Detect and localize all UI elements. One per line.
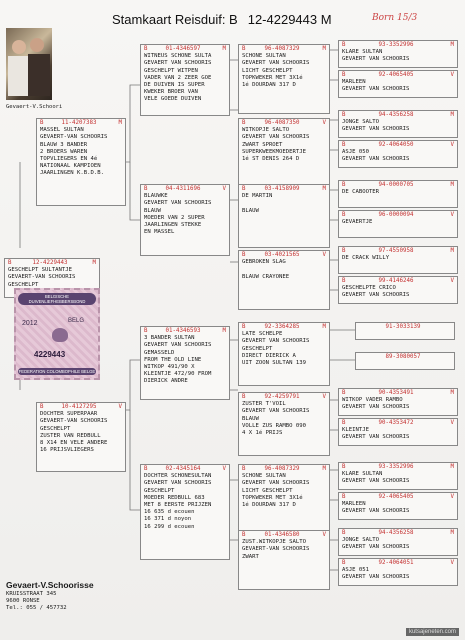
- handwritten-note: Born 15/3: [372, 13, 418, 23]
- pedigree-box-b18: [238, 322, 330, 386]
- box-ring: 12-4229443: [32, 260, 68, 266]
- box-header: [242, 46, 326, 53]
- pedigree-box-b15: [338, 276, 458, 304]
- box-ring: 96-4087329: [264, 46, 300, 52]
- box-line: GEVAERT VAN SCHOORIS: [144, 480, 212, 487]
- box-sex: V: [450, 72, 454, 78]
- box-ring: 94-4356258: [378, 530, 414, 536]
- box-country: B: [242, 324, 246, 330]
- box-header: [8, 260, 96, 267]
- pedigree-box-b28: [338, 492, 458, 520]
- box-line: GEVAERT VAN SCHOORIS: [342, 574, 410, 581]
- pedigree-box-b22: [338, 388, 458, 416]
- box-line: GESCHELPT: [144, 487, 175, 494]
- box-line: 16 PRIJSVLIEGERS: [40, 447, 94, 454]
- box-sex: V: [322, 252, 326, 258]
- box-header: [144, 186, 226, 193]
- box-ring: 96-4087350: [264, 120, 300, 126]
- pedigree-box-b6: [338, 110, 458, 138]
- box-line: GESCHELPT: [40, 425, 71, 432]
- pedigree-box-b5: [238, 118, 330, 188]
- box-line: 2 BROERS WAREN: [40, 148, 88, 155]
- box-ring: 92-4065405: [378, 72, 414, 78]
- box-sex: V: [450, 560, 454, 566]
- box-line: GEVAERT-VAN SCHOORIS: [40, 418, 108, 425]
- box-line: JONGE SALTO: [342, 537, 380, 544]
- box-line: GEVAERT VAN SCHOORIS: [342, 434, 410, 441]
- box-line: [242, 200, 326, 207]
- box-country: B: [242, 394, 246, 400]
- box-line: ZWART: [242, 553, 259, 560]
- box-country: B: [242, 46, 246, 52]
- box-line: KLARE SULTAN: [342, 471, 383, 478]
- box-ring: 90-4353472: [378, 420, 414, 426]
- box-header: [342, 464, 454, 471]
- pedigree-box-b30: [338, 528, 458, 556]
- box-line: DE CABOOTER: [342, 189, 380, 196]
- box-header: [342, 530, 454, 537]
- pedigree-box-b2: [238, 44, 330, 114]
- box-line: WITKOP 491/90 X: [144, 364, 195, 371]
- box-line: LICHT GESCHELPT: [242, 67, 293, 74]
- box-line: KLEINTJE: [342, 427, 369, 434]
- box-line: GEVAERT VAN SCHOORIS: [342, 544, 410, 551]
- box-line: SCHONE SULTAN: [242, 473, 286, 480]
- box-sex: V: [222, 466, 226, 472]
- box-line: 8 X14 EN VELE ANDERE: [40, 440, 108, 447]
- box-country: B: [242, 252, 246, 258]
- box-country: B: [40, 120, 44, 126]
- box-line: KWEKER BROER VAN: [144, 89, 198, 96]
- box-ring: 96-0000094: [378, 212, 414, 218]
- box-line: GESCHELPT: [8, 281, 39, 288]
- box-line: KLEINTJE 472/90 FROM: [144, 371, 212, 378]
- box-sex: V: [450, 420, 454, 426]
- box-header: [359, 324, 451, 331]
- box-country: B: [342, 560, 346, 566]
- box-line: UIT ZOON SULTAN 139: [242, 360, 306, 367]
- box-sex: M: [118, 120, 122, 126]
- box-line: GEVAERT-VAN SCHOORIS: [8, 274, 76, 281]
- box-line: GEVAERTJE: [342, 219, 373, 226]
- pedigree-box-b13: [238, 250, 330, 310]
- box-country: B: [342, 420, 346, 426]
- box-country: B: [144, 46, 148, 52]
- box-line: GEVAERT-VAN SCHOORIS: [242, 546, 310, 553]
- box-header: [242, 532, 326, 539]
- owner-name: Gevaert-V.Schoorisse: [6, 580, 94, 590]
- box-sex: M: [222, 46, 226, 52]
- box-country: B: [342, 464, 346, 470]
- box-line: VADER VAN 2 ZEER GOE: [144, 74, 212, 81]
- box-line: GEVAERT-VAN SCHOORIS: [40, 134, 108, 141]
- box-sex: V: [322, 120, 326, 126]
- box-line: GEVAERT VAN SCHOORIS: [242, 408, 310, 415]
- box-header: [342, 420, 454, 427]
- box-ring: 93-3352996: [378, 42, 414, 48]
- box-header: [144, 328, 226, 335]
- box-ring: 93-3352996: [378, 464, 414, 470]
- box-ring: 10-4127295: [61, 404, 97, 410]
- box-header: [40, 120, 122, 127]
- box-line: WITNEUS SCHONE SULTA: [144, 53, 212, 60]
- box-country: B: [144, 186, 148, 192]
- box-line: GEVAERT VAN SCHOORIS: [342, 508, 410, 515]
- box-sex: V: [450, 494, 454, 500]
- box-line: SUPERKWEEKMOEDERTJE: [242, 148, 306, 155]
- box-line: LATE SCHELPE: [242, 331, 283, 338]
- pedigree-box-b19: [355, 322, 455, 340]
- footer-watermark: kutsajeneten.com: [406, 628, 459, 636]
- box-ring: 01-4346593: [165, 328, 201, 334]
- box-line: GEVAERT VAN SCHOORIS: [242, 480, 310, 487]
- box-line: ASJE 051: [342, 567, 369, 574]
- pedigree-box-b10: [238, 184, 330, 248]
- box-country: B: [242, 120, 246, 126]
- box-line: 1é DOURDAN 317 D: [242, 502, 296, 509]
- sticker-bottom-text: FEDERATION COLOMBOPHILE BELGE: [18, 369, 96, 374]
- box-header: [242, 120, 326, 127]
- box-line: DE MARTIN: [242, 193, 273, 200]
- box-ring: 02-4345164: [165, 466, 201, 472]
- box-sex: M: [450, 112, 454, 118]
- box-ring: 92-4065405: [378, 494, 414, 500]
- box-line: GEVAERT VAN SCHOORIS: [242, 338, 310, 345]
- box-header: [242, 252, 326, 259]
- box-sex: M: [322, 466, 326, 472]
- box-line: GEVAERT VAN SCHOORIS: [242, 134, 310, 141]
- pedigree-box-b4: [338, 70, 458, 98]
- box-sex: V: [322, 532, 326, 538]
- pedigree-box-b8: [36, 118, 126, 206]
- box-ring: 92-4259791: [264, 394, 300, 400]
- box-ring: 90-4353491: [378, 390, 414, 396]
- box-sex: M: [322, 324, 326, 330]
- box-line: GEVAERT VAN SCHOORIS: [342, 404, 410, 411]
- box-header: [342, 494, 454, 501]
- sticker-country: BELG: [68, 318, 85, 324]
- box-line: GEVAERT VAN SCHOORIS: [342, 478, 410, 485]
- pedigree-box-b27: [338, 462, 458, 490]
- owner-block: [6, 580, 94, 612]
- box-country: B: [144, 328, 148, 334]
- box-country: B: [242, 466, 246, 472]
- box-sex: V: [450, 142, 454, 148]
- box-header: [342, 560, 454, 567]
- box-ring: 89-3080057: [385, 354, 421, 360]
- box-line: GEBROKEN SLAG: [242, 259, 286, 266]
- box-line: 1é ST DENIS 264 D: [242, 156, 300, 163]
- box-line: ASJE 050: [342, 149, 369, 156]
- pedigree-box-b31: [338, 558, 458, 586]
- box-line: MARLEEN: [342, 501, 366, 508]
- box-ring: 92-3364285: [264, 324, 300, 330]
- box-line: GEVAERT VAN SCHOORIS: [342, 86, 410, 93]
- box-line: DIERICK ANDRE: [144, 378, 188, 385]
- box-line: 4 X 1é PRIJS: [242, 430, 283, 437]
- box-line: MOEDER REDBULL 683: [144, 494, 205, 501]
- sticker-year: 2012: [22, 320, 38, 327]
- box-country: B: [342, 212, 346, 218]
- box-line: TOPVLIEGERS EN 4é: [40, 156, 98, 163]
- box-line: GEVAERT VAN SCHOORIS: [144, 342, 212, 349]
- box-country: B: [342, 112, 346, 118]
- box-line: 16 635 d ecouen: [144, 509, 195, 516]
- box-header: [342, 42, 454, 49]
- box-line: ZWART SPROET: [242, 141, 283, 148]
- box-line: BLAUWKE: [144, 193, 168, 200]
- box-ring: 94-0000705: [378, 182, 414, 188]
- box-header: [144, 466, 226, 473]
- box-line: GEVAERT VAN SCHOORIS: [342, 292, 410, 299]
- box-header: [342, 142, 454, 149]
- box-country: B: [342, 248, 346, 254]
- box-line: GESCHELPT SULTANTJE: [8, 267, 72, 274]
- box-country: B: [342, 530, 346, 536]
- box-line: GESCHELPT WITPEN: [144, 67, 198, 74]
- box-sex: M: [322, 46, 326, 52]
- pedigree-box-b9: [140, 184, 230, 256]
- box-line: VELE GOEDE DUIVEN: [144, 96, 202, 103]
- box-ring: 94-4356258: [378, 112, 414, 118]
- box-line: BLAUW: [242, 207, 259, 214]
- box-line: NATIONAAL KAMPIOEN: [40, 163, 101, 170]
- box-header: [242, 466, 326, 473]
- box-line: ZUST.WITKOPJE SALTO: [242, 539, 306, 546]
- box-ring: 01-4346580: [264, 532, 300, 538]
- box-header: [342, 112, 454, 119]
- box-ring: 96-4087329: [264, 466, 300, 472]
- title-ring: 12-4229443 M: [247, 12, 332, 27]
- box-line: GEVAERT VAN SCHOORIS: [342, 56, 410, 63]
- box-line: 3 BANDER SULTAN: [144, 335, 195, 342]
- box-line: DOCHTER SUPERPAAR: [40, 411, 98, 418]
- box-line: JONGE SALTO: [342, 119, 380, 126]
- owner-tel: Tel.: 055 / 457732: [6, 605, 67, 611]
- box-sex: M: [92, 260, 96, 266]
- box-line: BLAUW CRAYONEE: [242, 273, 290, 280]
- box-sex: M: [450, 390, 454, 396]
- pedigree-box-b14: [338, 246, 458, 274]
- box-sex: M: [450, 182, 454, 188]
- box-sex: M: [450, 42, 454, 48]
- title-label: Stamkaart Reisduif: B: [112, 12, 238, 27]
- box-line: EN MASSEL: [144, 229, 175, 236]
- box-line: VOLLE ZUS RAMBO 090: [242, 422, 306, 429]
- box-header: [359, 354, 451, 361]
- box-line: GEVAERT VAN SCHOORIS: [144, 200, 212, 207]
- box-line: MARLEEN: [342, 79, 366, 86]
- box-ring: 92-4064051: [378, 560, 414, 566]
- box-line: ZUSTER VAN REDBULL: [40, 432, 101, 439]
- box-ring: 97-4550958: [378, 248, 414, 254]
- pedigree-box-b1: [140, 44, 230, 116]
- box-sex: V: [450, 278, 454, 284]
- box-line: BLAUW: [144, 207, 161, 214]
- box-line: WITKOPJE SALTO: [242, 127, 290, 134]
- box-line: DOCHTER SCHONESULTAN: [144, 473, 212, 480]
- box-sex: V: [450, 212, 454, 218]
- box-country: B: [8, 260, 12, 266]
- box-header: [342, 212, 454, 219]
- box-sex: M: [450, 530, 454, 536]
- box-country: B: [342, 278, 346, 284]
- box-header: [342, 72, 454, 79]
- box-line: DE DUIVEN IS SUPER: [144, 82, 205, 89]
- pedigree-box-b23: [338, 418, 458, 446]
- box-line: MASSEL SULTAN: [40, 127, 84, 134]
- box-country: B: [342, 72, 346, 78]
- box-country: B: [342, 390, 346, 396]
- box-header: [342, 390, 454, 397]
- pedigree-box-b17: [140, 326, 230, 400]
- box-ring: 01-4346597: [165, 46, 201, 52]
- box-line: [242, 266, 326, 273]
- box-line: MET 8 EERSTE PRIJZEN: [144, 502, 212, 509]
- sticker-number: 4229443: [34, 350, 66, 359]
- box-line: GEVAERT VAN SCHOORIS: [342, 156, 410, 163]
- box-country: B: [342, 142, 346, 148]
- box-sex: M: [222, 328, 226, 334]
- box-country: B: [242, 532, 246, 538]
- box-country: B: [342, 494, 346, 500]
- box-ring: 99-4146246: [378, 278, 414, 284]
- box-country: B: [242, 186, 246, 192]
- box-ring: 03-4158909: [264, 186, 300, 192]
- owner-city: 9600 RONSE: [6, 598, 40, 604]
- box-line: 16 371 d noyon: [144, 516, 192, 523]
- box-sex: V: [322, 394, 326, 400]
- box-country: B: [342, 182, 346, 188]
- box-line: BLAUW: [242, 415, 259, 422]
- box-country: B: [342, 42, 346, 48]
- federation-sticker: [14, 288, 100, 380]
- box-line: 1é DOURDAN 317 D: [242, 82, 296, 89]
- box-sex: V: [118, 404, 122, 410]
- box-ring: 03-4021565: [264, 252, 300, 258]
- pedigree-box-b7: [338, 140, 458, 168]
- box-header: [242, 186, 326, 193]
- pedigree-box-b26: [238, 464, 330, 534]
- box-line: GEVAERT VAN SCHOORIS: [144, 60, 212, 67]
- box-line: GEVAERT VAN SCHOORIS: [242, 60, 310, 67]
- box-line: TOPKWEKER MET 3X1é: [242, 74, 303, 81]
- box-ring: 04-4311696: [165, 186, 201, 192]
- box-sex: M: [450, 464, 454, 470]
- box-header: [342, 278, 454, 285]
- box-country: B: [144, 466, 148, 472]
- pedigree-box-b12: [338, 210, 458, 238]
- box-ring: 91-3033139: [385, 324, 421, 330]
- box-line: JAARLINGEN STEKKE: [144, 222, 202, 229]
- box-line: TOPKWEKER MET 3X1é: [242, 494, 303, 501]
- box-line: GEVAERT VAN SCHOORIS: [342, 126, 410, 133]
- box-line: DIRECT DIERICK A: [242, 352, 296, 359]
- box-line: 16 299 d ecouen: [144, 523, 195, 530]
- owner-street: KRUISSTRAAT 345: [6, 591, 57, 597]
- pigeon-emblem-icon: [52, 328, 68, 342]
- box-header: [40, 404, 122, 411]
- box-ring: 92-4064050: [378, 142, 414, 148]
- box-line: WITKOP VADER RAMBO: [342, 397, 403, 404]
- box-line: JAARLINGEN K.B.D.B.: [40, 170, 104, 177]
- box-country: B: [40, 404, 44, 410]
- box-sex: V: [222, 186, 226, 192]
- pedigree-box-b24: [36, 402, 126, 472]
- box-header: [242, 324, 326, 331]
- box-line: SCHONE SULTAN: [242, 53, 286, 60]
- sticker-top-text: BELGISCHE DUIVENLIEFHEBBERSBOND: [18, 293, 96, 305]
- box-sex: M: [450, 248, 454, 254]
- pedigree-box-b25: [140, 464, 230, 560]
- box-header: [144, 46, 226, 53]
- pedigree-box-b20: [355, 352, 455, 370]
- pedigree-box-b3: [338, 40, 458, 68]
- pedigree-box-b11: [338, 180, 458, 208]
- box-line: MOEDER VAN 2 SUPER: [144, 214, 205, 221]
- box-ring: 11-4207383: [61, 120, 97, 126]
- box-line: ZUSTER T'VOIL: [242, 401, 286, 408]
- box-sex: M: [322, 186, 326, 192]
- box-header: [342, 248, 454, 255]
- box-header: [242, 394, 326, 401]
- pedigree-box-b21: [238, 392, 330, 456]
- box-header: [342, 182, 454, 189]
- box-line: GESCHELPTE CRICO: [342, 285, 396, 292]
- box-line: GEMASSELD: [144, 349, 175, 356]
- photo-caption: Gevaert-V.Schoori: [6, 104, 63, 110]
- pedigree-box-b29: [238, 530, 330, 590]
- box-line: KLARE SULTAN: [342, 49, 383, 56]
- box-line: FROM THE OLD LINE: [144, 356, 202, 363]
- box-line: BLAUW 3 BANDER: [40, 141, 88, 148]
- box-line: GESCHELPT: [242, 345, 273, 352]
- box-line: LICHT GESCHELPT: [242, 487, 293, 494]
- box-line: DE CRACK WILLY: [342, 255, 390, 262]
